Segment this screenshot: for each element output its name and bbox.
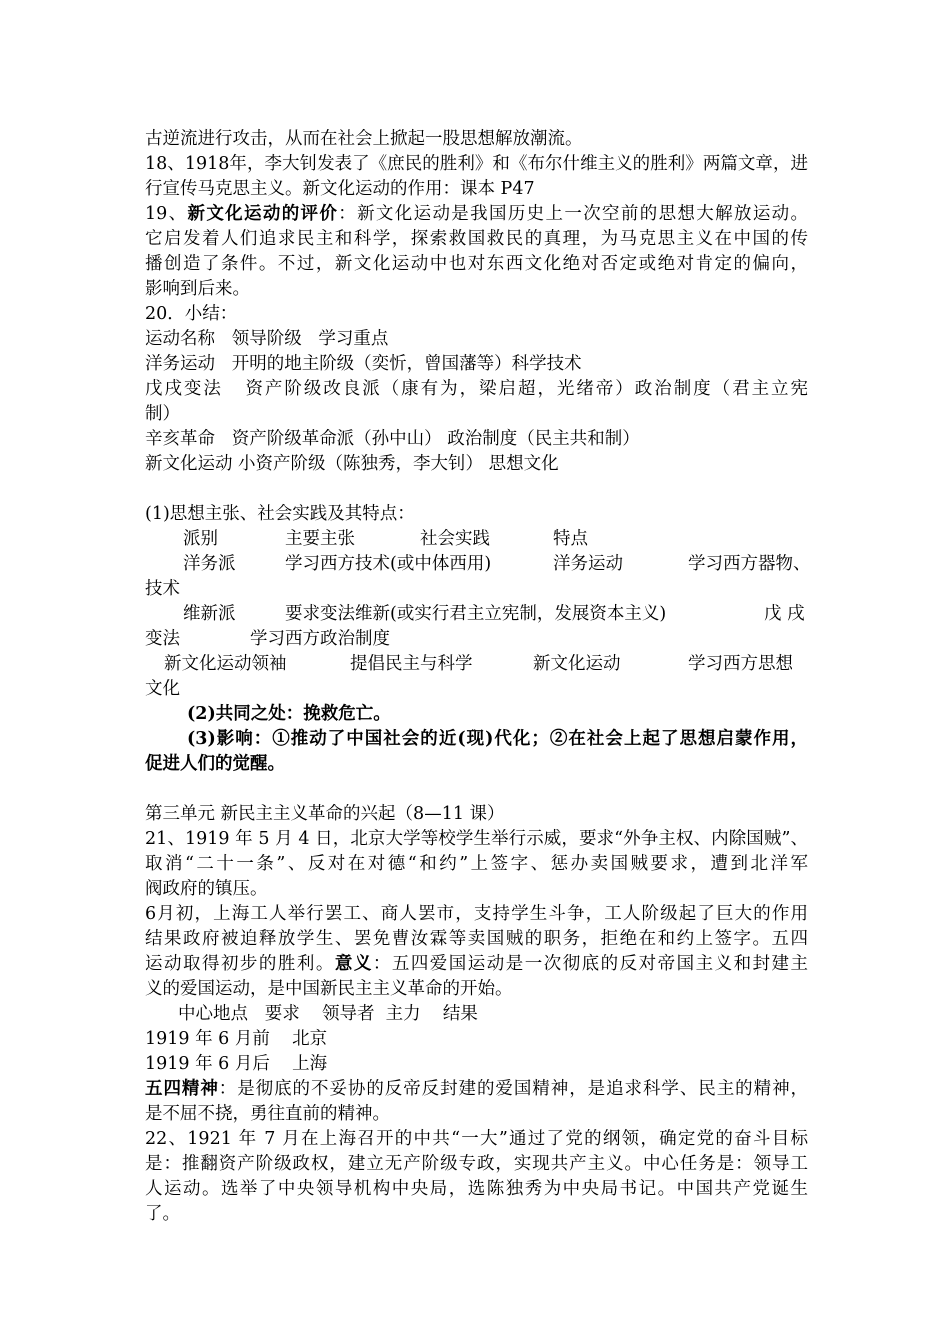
table-cell: 学习西方技术(或中体西用) <box>285 554 492 574</box>
text-line: 古逆流进行攻击，从而在社会上掀起一股思想解放潮流。 <box>145 129 583 149</box>
table-cell: 学习西方器物、 <box>688 554 811 574</box>
text-line: 结果政府被迫释放学生、罢免曹汝霖等卖国贼的职务，拒绝在和约上签字。五四 <box>145 929 808 949</box>
table-cell: 要求变法维新(或实行君主立宪制，发展资本主义) <box>285 604 667 624</box>
text-line: 人运动。选举了中央领导机构中央局，选陈独秀为中央局书记。中国共产党诞生 <box>145 1179 808 1199</box>
bold-term: 意义 <box>334 954 373 974</box>
summary-row: 辛亥革命 资产阶级革命派（孙中山） 政治制度（民主共和制） <box>145 429 640 449</box>
table-cell-continuation: 技术 <box>145 579 180 599</box>
table-header: 中心地点 要求 领导者 主力 结果 <box>178 1004 478 1024</box>
paragraph-19-first-line <box>145 202 808 227</box>
impact-line: 促进人们的觉醒。 <box>145 754 285 774</box>
summary-row: 戊戌变法 资产阶级改良派（康有为，梁启超，光绪帝）政治制度（君主立宪 <box>145 379 808 399</box>
table-cell: 新文化运动领袖 <box>164 654 287 674</box>
text-line: 6月初，上海工人举行罢工、商人罢市，支持学生斗争，工人阶级起了巨大的作用 <box>145 904 808 924</box>
summary-row: 新文化运动 小资产阶级（陈独秀，李大钊） 思想文化 <box>145 454 559 474</box>
table-header-cell: 主要主张 <box>285 529 355 549</box>
table-cell: 戊 戌 <box>764 604 805 624</box>
table-header-cell: 派别 <box>183 529 218 549</box>
text-line: 20．小结： <box>145 304 238 324</box>
table-cell: 学习西方政治制度 <box>250 629 390 649</box>
unit-heading: 第三单元 新民主主义革命的兴起（8—11 课） <box>145 804 505 824</box>
table-cell-continuation: 文化 <box>145 679 180 699</box>
section-title: (1)思想主张、社会实践及其特点： <box>145 504 415 524</box>
text-line: 行宣传马克思主义。新文化运动的作用：课本 P47 <box>145 179 535 199</box>
summary-row-continuation: 制） <box>145 404 180 424</box>
bold-heading: 新文化运动的评价 <box>187 204 339 224</box>
text-line: 它启发着人们追求民主和科学，探索救国救民的真理，为马克思主义在中国的传 <box>145 229 808 249</box>
text-line: 22、1921 年 7 月在上海召开的中共“一大”通过了党的纲领，确定党的奋斗目标 <box>145 1129 808 1149</box>
table-row: 1919 年 6 月前 北京 <box>145 1029 328 1049</box>
table-header-cell: 特点 <box>553 529 588 549</box>
common-point: (2)共同之处：挽救危亡。 <box>187 704 391 724</box>
table-cell-continuation: 变法 <box>145 629 180 649</box>
text-line: 了。 <box>145 1204 180 1224</box>
table-cell: 学习西方思想 <box>688 654 793 674</box>
text-run: ：新文化运动是我国历史上一次空前的思想大解放运动。 <box>338 204 809 224</box>
text-line: 阀政府的镇压。 <box>145 879 268 899</box>
text-line: 21、1919 年 5 月 4 日，北京大学等校学生举行示威，要求“外争主权、内除国贼”、 <box>145 829 808 849</box>
text-line-with-bold <box>145 952 808 977</box>
text-line: 是不屈不挠，勇往直前的精神。 <box>145 1104 390 1124</box>
text-line: 播创造了条件。不过，新文化运动中也对东西文化绝对否定或绝对肯定的偏向， <box>145 254 808 274</box>
table-cell: 洋务派 <box>183 554 236 574</box>
bold-term: 五四精神 <box>145 1079 219 1099</box>
item-number: 19、 <box>145 204 188 224</box>
table-cell: 提倡民主与科学 <box>350 654 473 674</box>
summary-header: 运动名称 领导阶级 学习重点 <box>145 329 389 349</box>
table-cell: 维新派 <box>183 604 236 624</box>
table-cell: 洋务运动 <box>553 554 623 574</box>
text-line: 义的爱国运动，是中国新民主主义革命的开始。 <box>145 979 513 999</box>
text-line-with-bold <box>145 1077 808 1102</box>
table-header-cell: 社会实践 <box>420 529 490 549</box>
text-line: 影响到后来。 <box>145 279 250 299</box>
text-run: 运动取得初步的胜利。 <box>145 954 335 974</box>
text-line: 取消“二十一条”、反对在对德“和约”上签字、惩办卖国贼要求，遭到北洋军 <box>145 854 808 874</box>
impact-line: (3)影响：①推动了中国社会的近(现)代化；②在社会上起了思想启蒙作用， <box>187 729 808 749</box>
text-line: 是：推翻资产阶级政权，建立无产阶级专政，实现共产主义。中心任务是：领导工 <box>145 1154 808 1174</box>
text-run: ：是彻底的不妥协的反帝反封建的爱国精神，是追求科学、民主的精神， <box>218 1079 809 1099</box>
summary-row: 洋务运动 开明的地主阶级（奕忻，曾国藩等）科学技术 <box>145 354 582 374</box>
table-row: 1919 年 6 月后 上海 <box>145 1054 328 1074</box>
text-line: 18、1918年，李大钊发表了《庶民的胜利》和《布尔什维主义的胜利》两篇文章，进 <box>145 154 808 174</box>
table-cell: 新文化运动 <box>533 654 621 674</box>
text-run: ：五四爱国运动是一次彻底的反对帝国主义和封建主 <box>372 954 809 974</box>
